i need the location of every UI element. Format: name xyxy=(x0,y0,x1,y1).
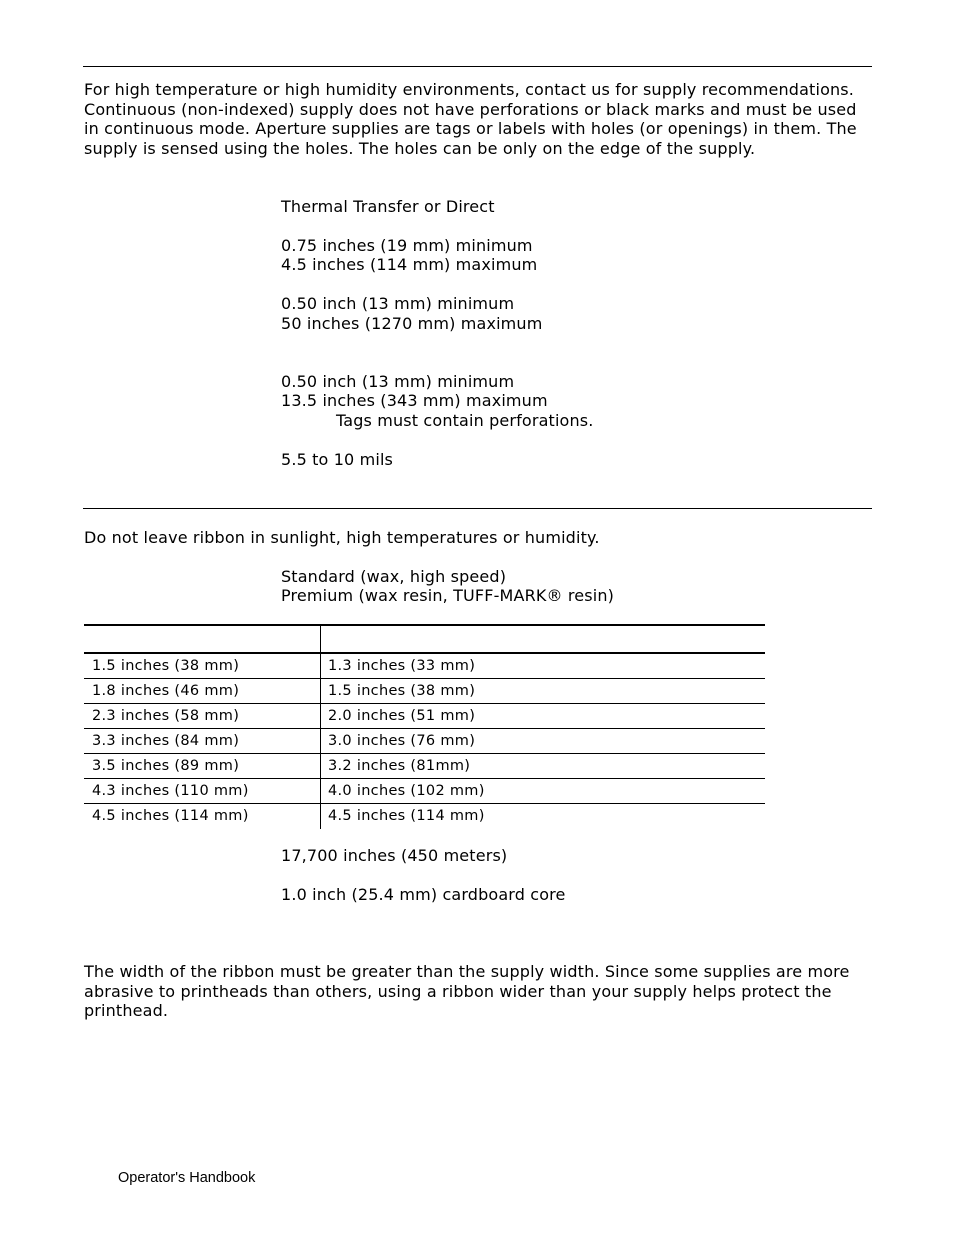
supply-width-cell: 4.5 inches (114 mm) xyxy=(92,808,249,824)
ribbon-width-table xyxy=(84,624,765,829)
column-divider xyxy=(320,729,321,753)
supply-intro-paragraph: For high temperature or high humidity environments, contact us for supply recommendations. Continuous (non-indexed) supply does not have perforations or black marks and must be used in continuous mode. Aperture supplies are tags or labels with holes (or openings) in them. The supply is sensed using the holes. The holes can be only on the edge of the supply. xyxy=(84,80,857,158)
column-divider xyxy=(320,654,321,678)
supply-width-cell: 3.3 inches (84 mm) xyxy=(92,733,240,749)
table-row xyxy=(84,729,765,754)
table-row xyxy=(84,654,765,679)
supply-thickness: 5.5 to 10 mils xyxy=(281,450,394,469)
ribbon-width-cell: 1.5 inches (38 mm) xyxy=(328,683,476,699)
ribbon-width-cell: 4.0 inches (102 mm) xyxy=(328,783,485,799)
supply-width-cell: 2.3 inches (58 mm) xyxy=(92,708,240,724)
supply-length-min: 0.50 inch (13 mm) minimum xyxy=(281,294,515,313)
ribbon-type-standard: Standard (wax, high speed) xyxy=(281,567,507,586)
supply-width-cell: 4.3 inches (110 mm) xyxy=(92,783,249,799)
ribbon-width-cell: 3.2 inches (81mm) xyxy=(328,758,471,774)
supply-type: Thermal Transfer or Direct xyxy=(281,197,495,216)
table-row xyxy=(84,779,765,804)
column-divider xyxy=(320,804,321,829)
column-divider xyxy=(320,704,321,728)
supply-width-cell: 1.5 inches (38 mm) xyxy=(92,658,240,674)
column-divider xyxy=(320,779,321,803)
tag-length-min: 0.50 inch (13 mm) minimum xyxy=(281,372,515,391)
ribbon-width-cell: 1.3 inches (33 mm) xyxy=(328,658,476,674)
table-row xyxy=(84,754,765,779)
ribbon-width-cell: 3.0 inches (76 mm) xyxy=(328,733,476,749)
ribbon-width-cell: 4.5 inches (114 mm) xyxy=(328,808,485,824)
table-header xyxy=(84,624,765,654)
ribbon-width-cell: 2.0 inches (51 mm) xyxy=(328,708,476,724)
supply-width-cell: 1.8 inches (46 mm) xyxy=(92,683,240,699)
column-divider xyxy=(320,626,321,652)
ribbon-warning: Do not leave ribbon in sunlight, high temperatures or humidity. xyxy=(84,528,600,547)
supply-width-cell: 3.5 inches (89 mm) xyxy=(92,758,240,774)
table-row xyxy=(84,679,765,704)
table-row xyxy=(84,804,765,829)
column-divider xyxy=(320,754,321,778)
table-row xyxy=(84,704,765,729)
supply-width-max: 4.5 inches (114 mm) maximum xyxy=(281,255,538,274)
column-divider xyxy=(320,679,321,703)
ribbon-width-note: The width of the ribbon must be greater than the supply width. Since some supplies are more abrasive to printheads than others, using a ribbon wider than your supply helps protect the printhead. xyxy=(84,962,850,1021)
footer-label: Operator's Handbook xyxy=(118,1170,256,1186)
supply-length-max: 50 inches (1270 mm) maximum xyxy=(281,314,543,333)
ribbon-core: 1.0 inch (25.4 mm) cardboard core xyxy=(281,885,566,904)
tag-length-max: 13.5 inches (343 mm) maximum xyxy=(281,391,548,410)
ribbon-type-premium: Premium (wax resin, TUFF-MARK® resin) xyxy=(281,586,615,605)
top-rule xyxy=(83,66,872,67)
section-rule xyxy=(83,508,872,509)
perforation-note: Tags must contain perforations. xyxy=(336,411,594,430)
ribbon-length: 17,700 inches (450 meters) xyxy=(281,846,508,865)
supply-width-min: 0.75 inches (19 mm) minimum xyxy=(281,236,533,255)
